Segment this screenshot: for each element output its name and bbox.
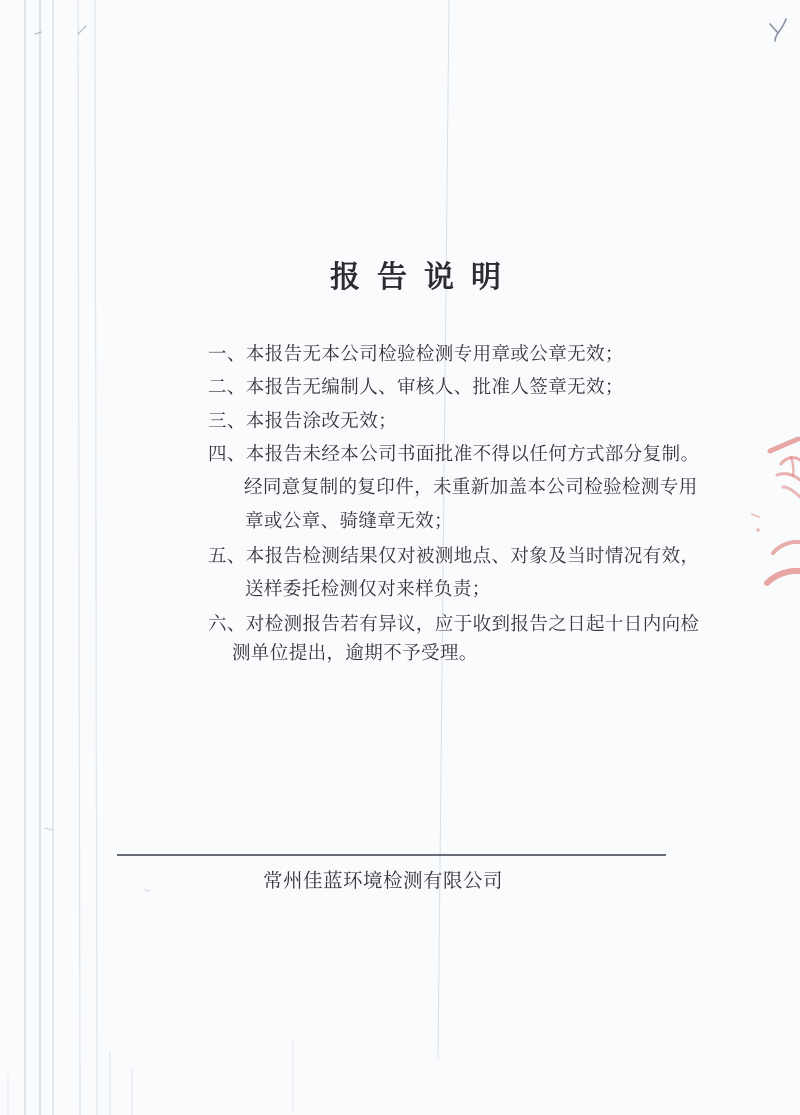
seal-stroke [783,487,800,497]
seal-dot [756,528,760,532]
scan-edge-line [95,0,97,1115]
note-line-5-cont-1: 送样委托检测仅对来样负责； [245,579,491,600]
note-line-4: 四、本报告未经本公司书面批准不得以任何方式部分复制。 [208,444,700,465]
seal-stroke [791,457,793,476]
note-line-5: 五、本报告检测结果仅对被测地点、对象及当时情况有效， [208,546,700,567]
note-line-6: 六、对检测报告若有异议，应于收到报告之日起十日内向检 [208,614,700,635]
note-line-1: 一、本报告无本公司检验检测专用章或公章无效； [208,344,624,365]
page-title: 报告说明 [330,261,518,295]
seal-stroke [773,542,800,553]
seal-stroke [777,474,800,480]
note-line-2: 二、本报告无编制人、审核人、批准人签章无效； [208,377,624,398]
seal-stroke [767,571,800,583]
seal-stroke [770,439,798,451]
seal-stroke [752,514,759,517]
pencil-mark [45,828,52,830]
pen-tick-mark-icon [770,19,786,41]
footer-divider [117,854,666,856]
company-name: 常州佳蓝环境检测有限公司 [263,871,504,892]
pencil-mark [145,890,150,891]
seal-stroke [781,458,800,464]
red-seal-fragment-icon [752,439,800,583]
pen-tick-stroke [775,19,786,41]
note-line-4-cont-1: 经同意复制的复印件，未重新加盖本公司检验检测专用 [244,477,698,498]
note-line-4-cont-2: 章或公章、骑缝章无效； [245,511,453,532]
page-edge-scan-lines [8,0,132,1115]
pencil-marks [35,26,150,891]
note-line-6-cont-1: 测单位提出，逾期不予受理。 [232,643,478,664]
scan-edge-line [78,0,80,1115]
pen-tick-stroke [770,24,778,33]
pencil-mark [35,32,41,34]
pencil-mark [78,26,86,34]
note-line-3: 三、本报告涂改无效； [208,411,398,432]
